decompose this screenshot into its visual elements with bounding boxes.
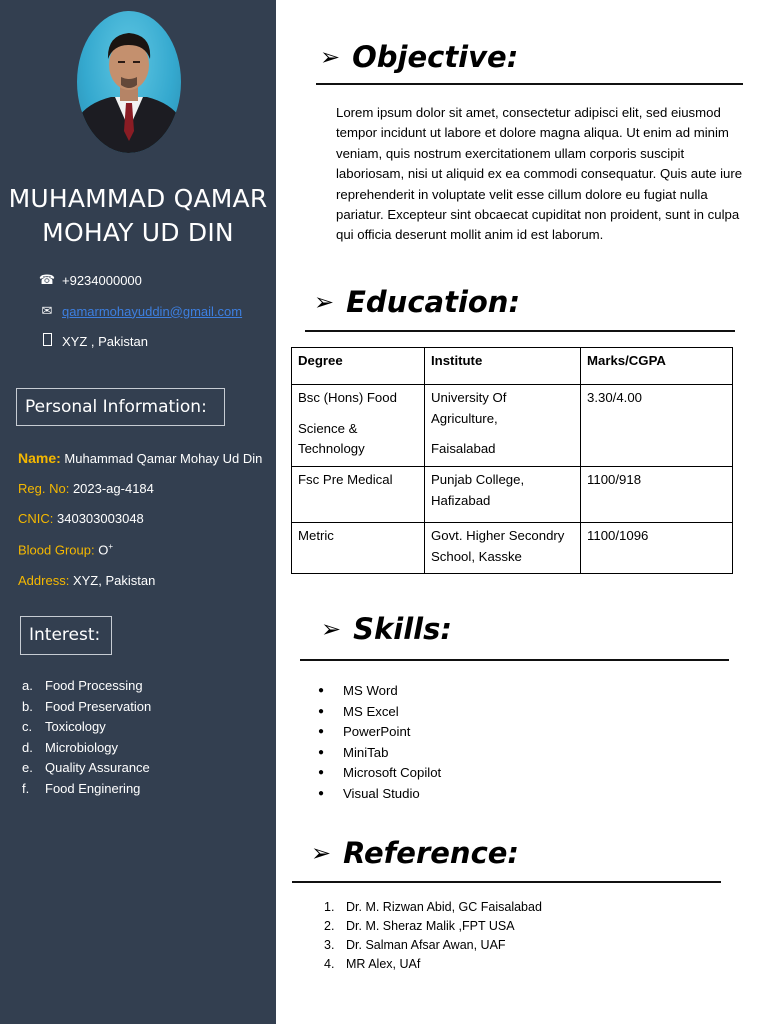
reference-label: MR Alex, UAf (346, 957, 421, 971)
table-row (292, 467, 733, 523)
list-item (22, 738, 151, 759)
table-cell-marks: 1100/1096 (581, 523, 733, 574)
list-item-label: Quality Assurance (45, 760, 150, 775)
interest-heading-text: Interest: (29, 625, 101, 645)
skills-title: Skills: (353, 612, 452, 646)
list-item-label: Food Enginering (45, 780, 141, 796)
table-row (292, 385, 733, 467)
info-name-value: Muhammad Qamar Mohay Ud Din (64, 451, 263, 466)
arrow-icon: ➢ (321, 615, 342, 643)
objective-heading (320, 40, 518, 74)
list-marker: e. (22, 760, 33, 775)
interest-heading (20, 616, 112, 655)
arrow-icon: ➢ (311, 839, 332, 867)
skill-label: MiniTab (343, 744, 389, 760)
table-cell-marks: 3.30/4.00 (581, 385, 733, 467)
list-item (324, 917, 542, 936)
list-marker: c. (22, 719, 33, 734)
list-item (22, 717, 151, 738)
list-item (318, 743, 441, 764)
list-item (22, 758, 151, 779)
table-cell-institute (425, 385, 581, 467)
list-item (22, 676, 151, 697)
personal-info-heading (16, 388, 225, 426)
list-item (318, 702, 441, 723)
skills-divider (300, 659, 729, 661)
info-cnic (18, 511, 144, 526)
skill-label: MS Excel (343, 703, 399, 719)
name-line-2: MOHAY UD DIN (42, 218, 234, 247)
institute-line-1: University Of Agriculture, (431, 390, 507, 426)
table-cell-institute: Govt. Higher Secondry School, Kasske (425, 523, 581, 574)
info-name-key: Name: (18, 450, 61, 466)
column-header-institute: Institute (425, 348, 581, 385)
email-link[interactable]: qamarmohayuddin@gmail.com (62, 303, 243, 319)
column-header-marks: Marks/CGPA (581, 348, 733, 385)
bullet-icon: ● (318, 685, 325, 696)
bullet-icon: ● (318, 705, 325, 717)
reference-divider (292, 881, 721, 883)
sidebar (0, 0, 276, 1024)
info-reg-no (18, 481, 154, 496)
list-item-label: Microbiology (45, 739, 118, 755)
list-marker: d. (22, 739, 33, 755)
table-cell-marks: 1100/918 (581, 467, 733, 523)
table-cell-degree: Fsc Pre Medical (292, 467, 425, 523)
list-marker: 1. (324, 900, 335, 914)
info-blood-group-value: O (98, 542, 109, 558)
info-address-value: XYZ, Pakistan (72, 573, 156, 588)
list-item (318, 763, 441, 784)
contact-location (38, 333, 148, 349)
education-heading (314, 285, 520, 319)
skill-label: Microsoft Copilot (343, 765, 442, 780)
list-item (318, 784, 441, 805)
table-cell-degree (292, 385, 425, 467)
institute-line-2: Faisalabad (431, 441, 496, 456)
list-marker: 2. (324, 919, 335, 933)
skill-label: Visual Studio (343, 785, 420, 801)
phone-icon: ☎ (38, 272, 56, 287)
objective-divider (316, 83, 743, 85)
bullet-icon: ● (318, 787, 325, 799)
list-item (318, 681, 441, 702)
info-cnic-value: 340303003048 (57, 511, 144, 526)
info-reg-no-key: Reg. No: (18, 481, 70, 496)
info-reg-no-value: 2023-ag-4184 (72, 481, 154, 496)
name-line-1: MUHAMMAD QAMAR (8, 184, 268, 213)
objective-text: Lorem ipsum dolor sit amet, consectetur adipisci elit, sed eiusmod tempor incidunt ut labore et dolore magna aliqua. Ut enim ad minim veniam, quis nostrum exercitationem ullam corporis suscipit laboriosam, nisi ut aliquid ex ea commodi consequatur. Quis aute iure reprehenderit in voluptate velit esse cillum dolore eu fugiat nulla pariatur. Excepteur sint obcaecat cupiditat non proident, sunt in culpa qui officia deserunt mollit anim id est laborum. (336, 105, 743, 243)
list-marker: f. (22, 780, 30, 796)
skill-label: MS Word (343, 683, 398, 698)
list-item (324, 955, 542, 974)
reference-label: Dr. M. Rizwan Abid, GC Faisalabad (346, 900, 542, 914)
arrow-icon: ➢ (320, 43, 341, 71)
list-item (324, 936, 542, 955)
info-cnic-key: CNIC: (18, 511, 54, 526)
info-name (18, 450, 262, 466)
list-marker: b. (22, 698, 33, 714)
table-header-row (292, 348, 733, 385)
info-blood-group-key: Blood Group: (18, 542, 95, 558)
arrow-icon: ➢ (314, 288, 335, 316)
reference-heading (311, 836, 519, 870)
phone-number: +9234000000 (62, 272, 142, 288)
interest-list (22, 676, 151, 799)
list-marker: 3. (324, 938, 335, 952)
skills-list (318, 681, 441, 804)
reference-title: Reference: (343, 836, 520, 870)
list-marker: 4. (324, 957, 335, 971)
location-icon (38, 333, 56, 349)
reference-label: Dr. Salman Afsar Awan, UAF (346, 938, 506, 952)
table-row (292, 523, 733, 574)
list-item (318, 722, 441, 743)
personal-info-heading-text: Personal Information: (25, 397, 207, 417)
info-address-key: Address: (18, 573, 70, 588)
list-item-label: Food Processing (45, 678, 143, 693)
bullet-icon: ● (318, 726, 325, 737)
bullet-icon: ● (318, 767, 325, 778)
info-blood-group-sup: + (108, 542, 114, 551)
list-item (22, 697, 151, 718)
degree-line-1: Bsc (Hons) Food (298, 390, 397, 405)
table-cell-institute: Punjab College, Hafizabad (425, 467, 581, 523)
list-marker: a. (22, 678, 33, 693)
full-name (0, 182, 276, 250)
degree-line-2: Science & Technology (298, 420, 365, 456)
skills-heading (321, 612, 452, 646)
education-table (291, 347, 733, 574)
reference-list (324, 898, 542, 974)
envelope-icon: ✉ (41, 303, 53, 318)
skill-label: PowerPoint (343, 724, 411, 739)
education-divider (305, 330, 735, 332)
location-text: XYZ , Pakistan (62, 333, 148, 349)
contact-email (38, 303, 242, 319)
reference-label: Dr. M. Sheraz Malik ,FPT USA (346, 919, 515, 933)
info-blood-group (18, 542, 113, 557)
column-header-degree: Degree (292, 348, 425, 385)
list-item (22, 779, 151, 800)
profile-photo (77, 11, 181, 153)
contact-phone (38, 272, 142, 288)
list-item (324, 898, 542, 917)
table-cell-degree: Metric (292, 523, 425, 574)
list-item-label: Food Preservation (45, 698, 152, 714)
objective-title: Objective: (352, 40, 519, 74)
bullet-icon: ● (318, 746, 325, 758)
info-address (18, 573, 155, 588)
list-item-label: Toxicology (45, 719, 106, 734)
education-title: Education: (346, 285, 521, 319)
